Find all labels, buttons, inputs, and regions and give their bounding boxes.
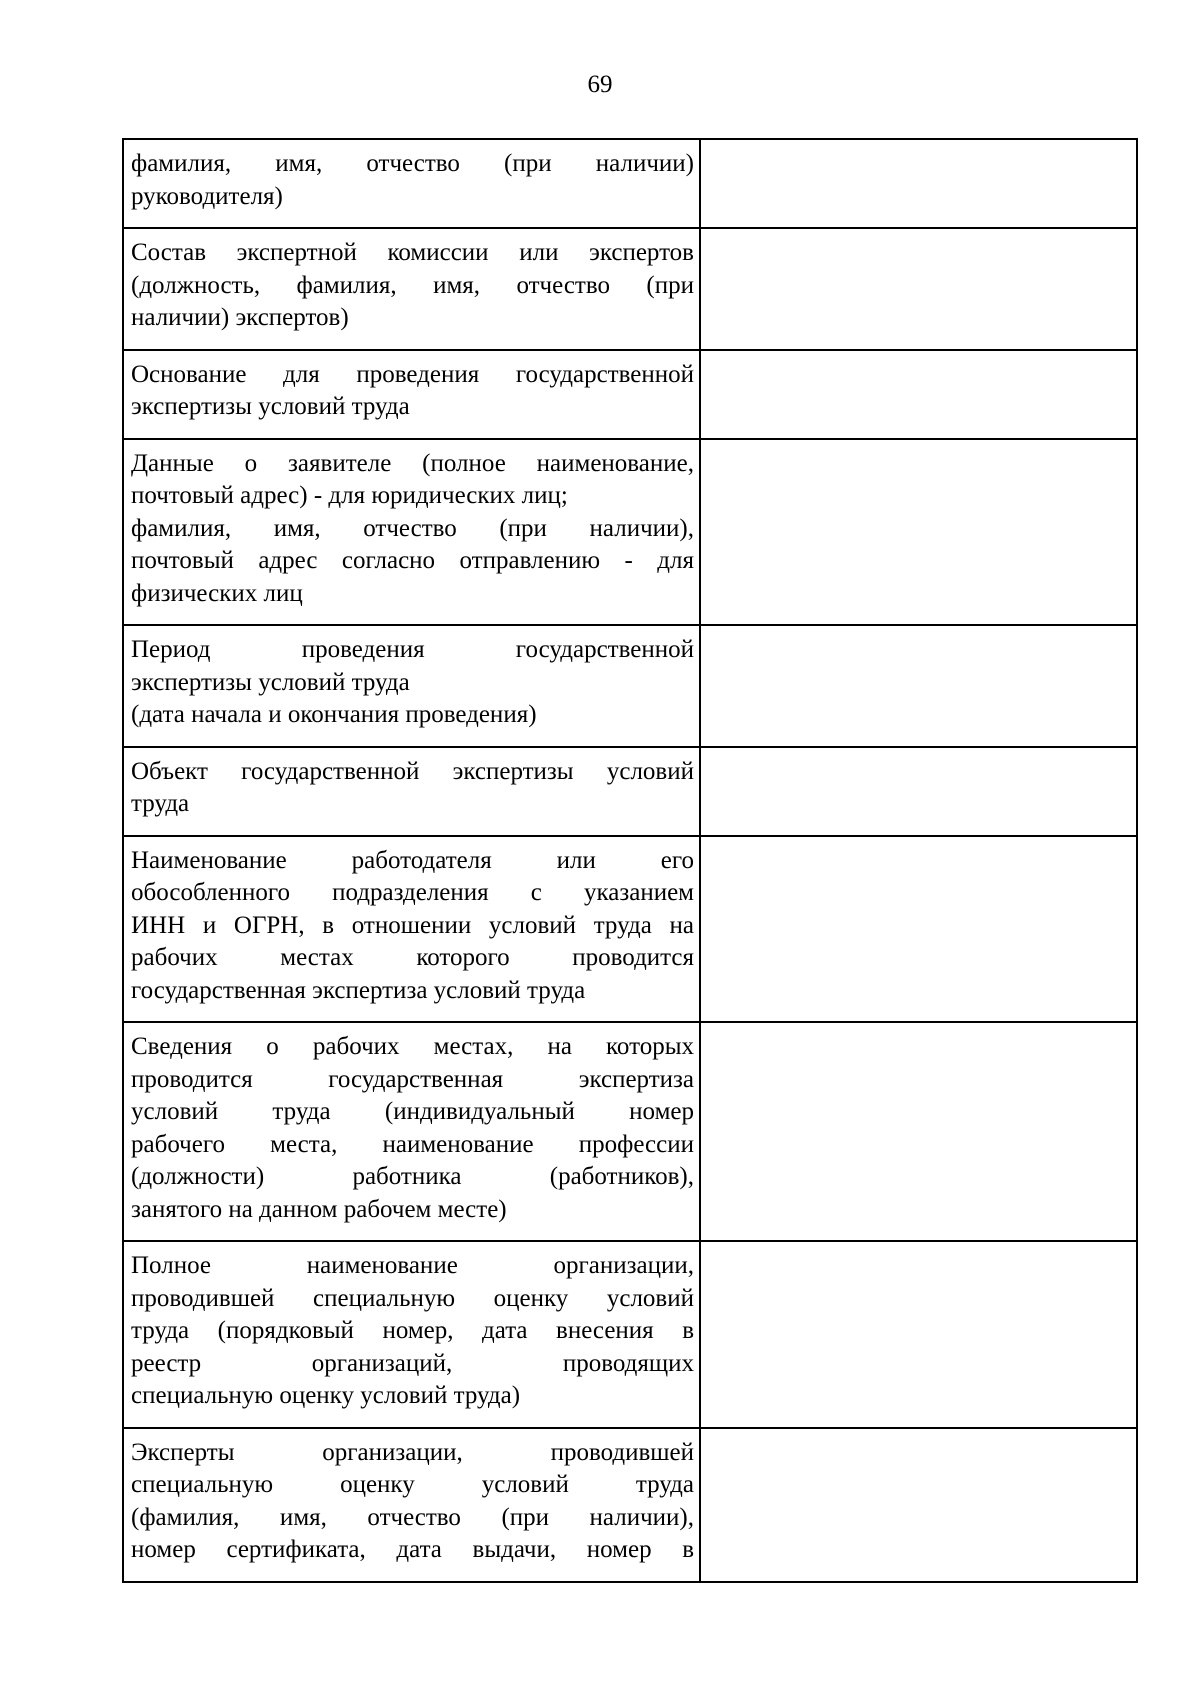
- table-row: [123, 439, 1137, 626]
- field-value-cell[interactable]: [700, 228, 1137, 350]
- field-label-text: [124, 837, 699, 1022]
- table-row: [123, 1428, 1137, 1582]
- label-line: Полное наименование организации,: [131, 1252, 694, 1279]
- label-line: государственная экспертиза условий труда: [131, 976, 586, 1004]
- table-row: [123, 1241, 1137, 1428]
- field-value-cell[interactable]: [700, 139, 1137, 228]
- label-line: Состав экспертной комиссии или экспертов: [131, 239, 694, 266]
- label-line: руководителя): [131, 182, 283, 210]
- field-label-cell: [123, 1428, 700, 1582]
- label-line: почтовый адрес согласно отправлению - для: [131, 547, 694, 574]
- table-row: [123, 139, 1137, 228]
- label-line: фамилия, имя, отчество (при наличии),: [131, 514, 694, 542]
- label-line: реестр организаций, проводящих: [131, 1349, 694, 1377]
- table-row: [123, 350, 1137, 439]
- field-value-cell[interactable]: [700, 1022, 1137, 1241]
- table-row: [123, 836, 1137, 1023]
- field-label-text: [124, 626, 699, 746]
- label-line: Эксперты организации, проводившей: [131, 1438, 694, 1466]
- page-number: 69: [587, 71, 613, 98]
- field-label-text: [124, 351, 699, 438]
- label-line: Объект государственной экспертизы условий: [131, 757, 694, 785]
- label-line: Наименование работодателя или его: [131, 846, 694, 874]
- label-line: экспертизы условий труда: [131, 393, 410, 420]
- label-line: номер сертификата, дата выдачи, номер в: [131, 1536, 694, 1563]
- table-row: [123, 747, 1137, 836]
- label-line: проводится государственная экспертиза: [131, 1065, 694, 1093]
- label-line: специальную оценку условий труда: [131, 1471, 694, 1498]
- label-line: занятого на данном рабочем месте): [131, 1195, 507, 1223]
- label-line: Основание для проведения государственной: [131, 360, 694, 388]
- table-row: [123, 1022, 1137, 1241]
- field-value-cell[interactable]: [700, 625, 1137, 747]
- field-label-cell: [123, 747, 700, 836]
- field-label-text: [124, 1242, 699, 1427]
- field-label-text: [124, 229, 699, 349]
- label-line: рабочего места, наименование профессии: [131, 1130, 694, 1158]
- field-label-text: [124, 440, 699, 625]
- label-line: (фамилия, имя, отчество (при наличии),: [131, 1503, 694, 1531]
- label-line: труда: [131, 790, 190, 817]
- label-line: Период проведения государственной: [131, 636, 694, 663]
- label-line: (должность, фамилия, имя, отчество (при: [131, 271, 694, 299]
- label-line: ИНН и ОГРН, в отношении условий труда на: [131, 911, 694, 939]
- label-line: наличии) экспертов): [131, 304, 349, 331]
- field-label-text: [124, 1429, 699, 1581]
- field-value-cell[interactable]: [700, 747, 1137, 836]
- label-line: рабочих местах которого проводится: [131, 944, 694, 971]
- table-body: [123, 139, 1137, 1582]
- label-line: почтовый адрес) - для юридических лиц;: [131, 482, 568, 509]
- table-row: [123, 625, 1137, 747]
- field-value-cell[interactable]: [700, 1428, 1137, 1582]
- label-line: обособленного подразделения с указанием: [131, 879, 694, 906]
- table-row: [123, 228, 1137, 350]
- field-label-cell: [123, 350, 700, 439]
- field-value-cell[interactable]: [700, 350, 1137, 439]
- label-line: физических лиц: [131, 579, 303, 607]
- field-label-cell: [123, 625, 700, 747]
- label-line: фамилия, имя, отчество (при наличии): [131, 150, 694, 177]
- label-line: условий труда (индивидуальный номер: [131, 1098, 694, 1125]
- form-table: [122, 138, 1138, 1583]
- field-label-cell: [123, 228, 700, 350]
- field-label-cell: [123, 1241, 700, 1428]
- label-line: Данные о заявителе (полное наименование,: [131, 449, 694, 477]
- field-label-cell: [123, 1022, 700, 1241]
- field-value-cell[interactable]: [700, 439, 1137, 626]
- field-label-cell: [123, 439, 700, 626]
- field-label-cell: [123, 139, 700, 228]
- field-label-cell: [123, 836, 700, 1023]
- label-line: специальную оценку условий труда): [131, 1382, 521, 1409]
- field-label-text: [124, 1023, 699, 1240]
- field-value-cell[interactable]: [700, 836, 1137, 1023]
- label-line: экспертизы условий труда: [131, 668, 410, 696]
- label-line: Сведения о рабочих местах, на которых: [131, 1033, 694, 1060]
- label-line: (дата начала и окончания проведения): [131, 701, 537, 728]
- field-label-text: [124, 140, 699, 227]
- field-label-text: [124, 748, 699, 835]
- label-line: труда (порядковый номер, дата внесения в: [131, 1317, 694, 1344]
- label-line: проводившей специальную оценку условий: [131, 1284, 694, 1312]
- label-line: (должности) работника (работников),: [131, 1163, 694, 1190]
- field-value-cell[interactable]: [700, 1241, 1137, 1428]
